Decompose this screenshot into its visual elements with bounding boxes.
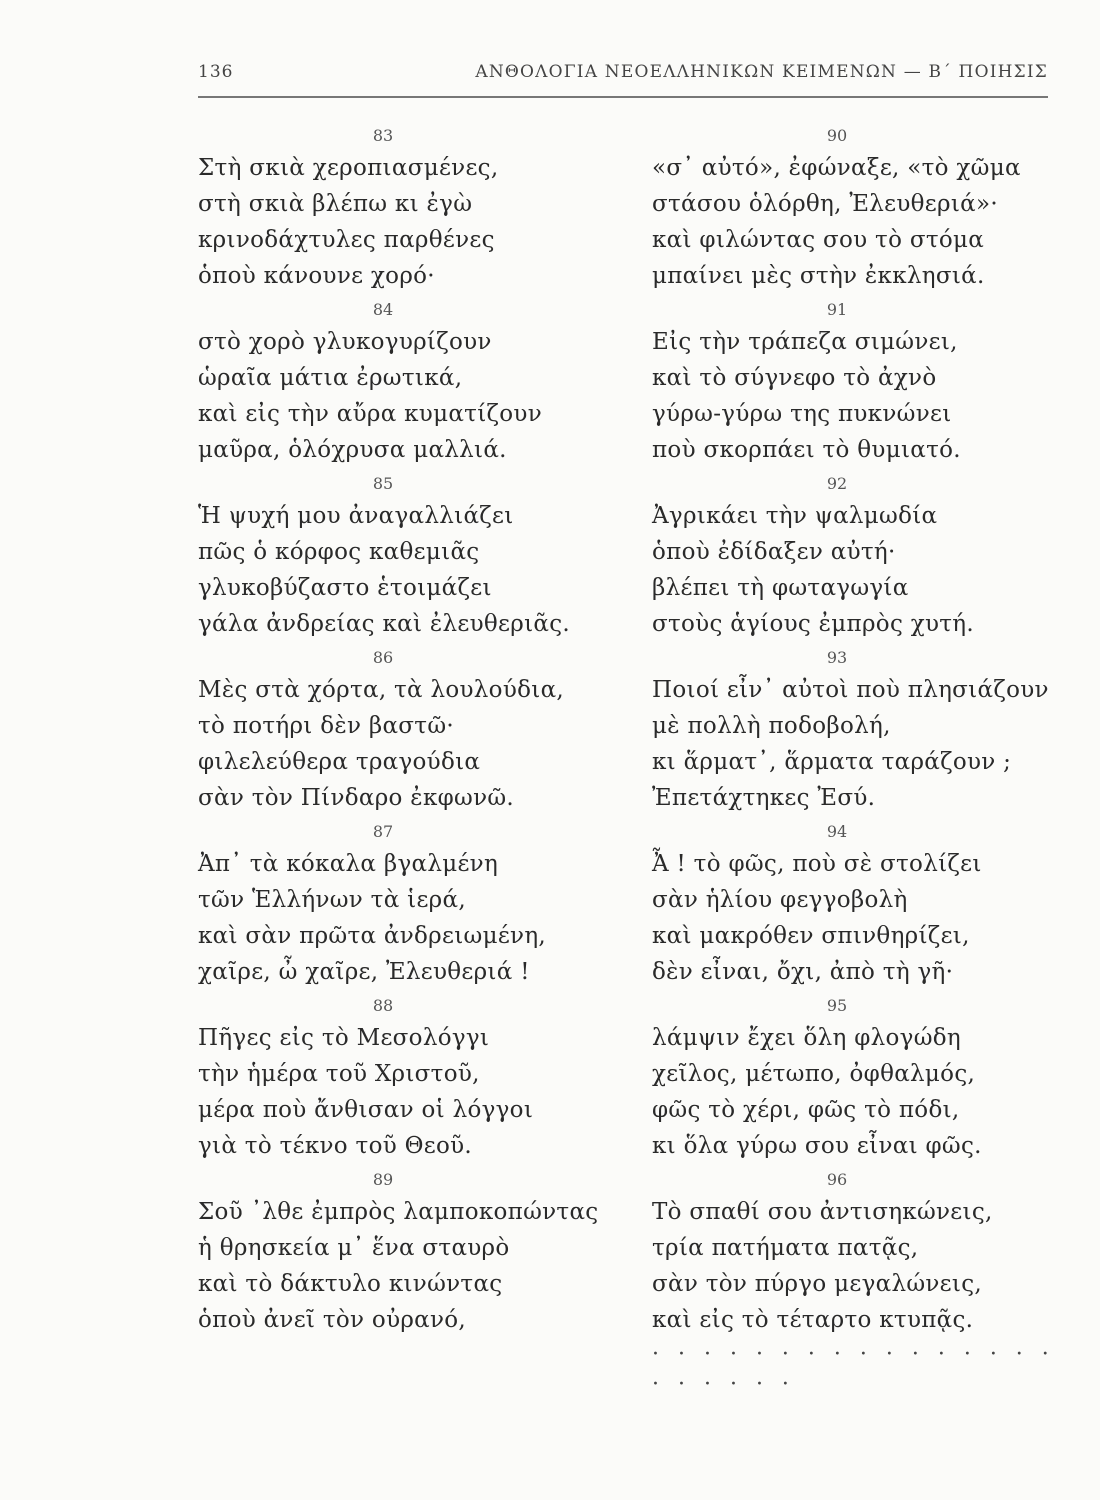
verse-line: κι ὅλα γύρω σου εἶναι φῶς. — [652, 1133, 982, 1159]
stanza — [198, 992, 618, 1166]
verse-line: γάλα ἀνδρείας καὶ ἐλευθεριᾶς. — [198, 611, 571, 637]
verse-line: χεῖλος, μέτωπο, ὀφθαλμός, — [652, 1061, 976, 1087]
omission-mark: · · · · · · · · · · · · · · · · · · · · · · — [652, 1342, 1055, 1397]
stanza-number: 89 — [372, 1170, 394, 1189]
verse-line: γύρω-γύρω της πυκνώνει — [652, 401, 952, 427]
left-column — [198, 122, 618, 1340]
stanza — [652, 470, 1072, 644]
verse-line: Ἆ ! τὸ φῶς, ποὺ σὲ στολίζει — [652, 851, 982, 877]
stanza-number: 83 — [372, 126, 394, 145]
stanza-number: 88 — [372, 996, 394, 1015]
verse-line: κρινοδάχτυλες παρθένες — [198, 227, 495, 253]
verse-line: Ἐπετάχτηκες Ἐσύ. — [652, 785, 876, 811]
verse-line: γιὰ τὸ τέκνο τοῦ Θεοῦ. — [198, 1133, 473, 1159]
verse-line: σὰν τὸν Πίνδαρο ἐκφωνῶ. — [198, 785, 515, 811]
verse-line: καὶ εἰς τὸ τέταρτο κτυπᾷς. — [652, 1307, 974, 1333]
stanza-number: 93 — [826, 648, 848, 667]
verse-line: Πῆγες εἰς τὸ Μεσολόγγι — [198, 1025, 490, 1051]
verse-line: τὴν ἡμέρα τοῦ Χριστοῦ, — [198, 1061, 480, 1087]
verse-line: χαῖρε, ὦ χαῖρε, Ἐλευθεριά ! — [198, 959, 530, 985]
running-title: ΑΝΘΟΛΟΓΙΑ ΝΕΟΕΛΛΗΝΙΚΩΝ ΚΕΙΜΕΝΩΝ — Β΄ ΠΟΙΗΣΙΣ — [475, 62, 1048, 82]
verse-line: Ἡ ψυχή μου ἀναγαλλιάζει — [198, 503, 514, 529]
stanza — [652, 296, 1072, 470]
stanza-number: 87 — [372, 822, 394, 841]
verse-line: τρία πατήματα πατᾷς, — [652, 1235, 919, 1261]
page-header — [198, 60, 1048, 98]
verse-line: καὶ φιλώντας σου τὸ στόμα — [652, 227, 985, 253]
stanza-number: 94 — [826, 822, 848, 841]
verse-line: Σοῦ ᾿λθε ἐμπρὸς λαμποκοπώντας — [198, 1199, 599, 1225]
verse-line: μπαίνει μὲς στὴν ἐκκλησιά. — [652, 263, 985, 289]
stanza-number: 91 — [826, 300, 848, 319]
verse-line: μαῦρα, ὁλόχρυσα μαλλιά. — [198, 437, 507, 463]
stanza — [198, 1166, 618, 1340]
verse-line: καὶ τὸ δάκτυλο κινώντας — [198, 1271, 503, 1297]
verse-line: καὶ εἰς τὴν αὔρα κυματίζουν — [198, 401, 542, 427]
stanza-number: 96 — [826, 1170, 848, 1189]
stanza — [198, 818, 618, 992]
verse-line: «σ᾽ αὐτό», ἐφώναξε, «τὸ χῶμα — [652, 155, 1021, 181]
verse-line: ἡ θρησκεία μ᾽ ἕνα σταυρὸ — [198, 1235, 510, 1261]
verse-line: φῶς τὸ χέρι, φῶς τὸ πόδι, — [652, 1097, 960, 1123]
verse-line: δὲν εἶναι, ὄχι, ἀπὸ τὴ γῆ· — [652, 959, 954, 985]
verse-line: ὁποὺ κάνουνε χορό· — [198, 263, 435, 289]
stanza-number: 92 — [826, 474, 848, 493]
stanza — [652, 122, 1072, 296]
page-number: 136 — [198, 62, 234, 82]
verse-line: Ἀπ᾽ τὰ κόκαλα βγαλμένη — [198, 851, 499, 877]
verse-line: στάσου ὁλόρθη, Ἐλευθεριά»· — [652, 191, 998, 217]
verse-line: τῶν Ἑλλήνων τὰ ἱερά, — [198, 887, 466, 913]
stanza-number: 95 — [826, 996, 848, 1015]
stanza — [198, 296, 618, 470]
verse-line: πῶς ὁ κόρφος καθεμιᾶς — [198, 539, 480, 565]
verse-line: Στὴ σκιὰ χεροπιασμένες, — [198, 155, 499, 181]
verse-line: ποὺ σκορπάει τὸ θυμιατό. — [652, 437, 961, 463]
verse-line: φιλελεύθερα τραγούδια — [198, 749, 481, 775]
verse-line: βλέπει τὴ φωταγωγία — [652, 575, 909, 601]
stanza-number: 85 — [372, 474, 394, 493]
verse-line: τὸ ποτήρι δὲν βαστῶ· — [198, 713, 455, 739]
verse-line: σὰν ἡλίου φεγγοβολὴ — [652, 887, 908, 913]
stanza — [652, 644, 1072, 818]
verse-line: στὸ χορὸ γλυκογυρίζουν — [198, 329, 492, 355]
verse-line: ὁποὺ ἀνεῖ τὸν οὐρανό, — [198, 1307, 467, 1333]
stanza-number: 86 — [372, 648, 394, 667]
verse-line: στὴ σκιὰ βλέπω κι ἐγὼ — [198, 191, 473, 217]
verse-line: γλυκοβύζαστο ἑτοιμάζει — [198, 575, 492, 601]
verse-line: μὲ πολλὴ ποδοβολή, — [652, 713, 891, 739]
verse-line: στοὺς ἁγίους ἐμπρὸς χυτή. — [652, 611, 974, 637]
verse-line: ὁποὺ ἐδίδαξεν αὐτή· — [652, 539, 896, 565]
verse-line: σὰν τὸν πύργο μεγαλώνεις, — [652, 1271, 982, 1297]
stanza — [652, 1166, 1072, 1340]
verse-line: Μὲς στὰ χόρτα, τὰ λουλούδια, — [198, 677, 565, 703]
right-column — [652, 122, 1072, 1397]
verse-line: λάμψιν ἔχει ὅλη φλογώδη — [652, 1025, 961, 1051]
verse-line: κι ἅρματ᾽, ἅρματα ταράζουν ; — [652, 749, 1012, 775]
stanza-number: 84 — [372, 300, 394, 319]
stanza — [198, 470, 618, 644]
stanza-number: 90 — [826, 126, 848, 145]
verse-line: Ποιοί εἶν᾽ αὐτοὶ ποὺ πλησιάζουν — [652, 677, 1049, 703]
stanza — [652, 818, 1072, 992]
verse-line: Εἰς τὴν τράπεζα σιμώνει, — [652, 329, 958, 355]
stanza — [198, 644, 618, 818]
verse-line: Ἀγρικάει τὴν ψαλμωδία — [652, 503, 938, 529]
stanza — [198, 122, 618, 296]
verse-line: μέρα ποὺ ἄνθισαν οἱ λόγγοι — [198, 1097, 534, 1123]
verse-line: καὶ σὰν πρῶτα ἀνδρειωμένη, — [198, 923, 547, 949]
verse-line: καὶ μακρόθεν σπινθηρίζει, — [652, 923, 970, 949]
stanza — [652, 992, 1072, 1166]
verse-line: καὶ τὸ σύγνεφο τὸ ἀχνὸ — [652, 365, 937, 391]
verse-line: Τὸ σπαθί σου ἀντισηκώνεις, — [652, 1199, 993, 1225]
verse-line: ὡραῖα μάτια ἐρωτικά, — [198, 365, 463, 391]
